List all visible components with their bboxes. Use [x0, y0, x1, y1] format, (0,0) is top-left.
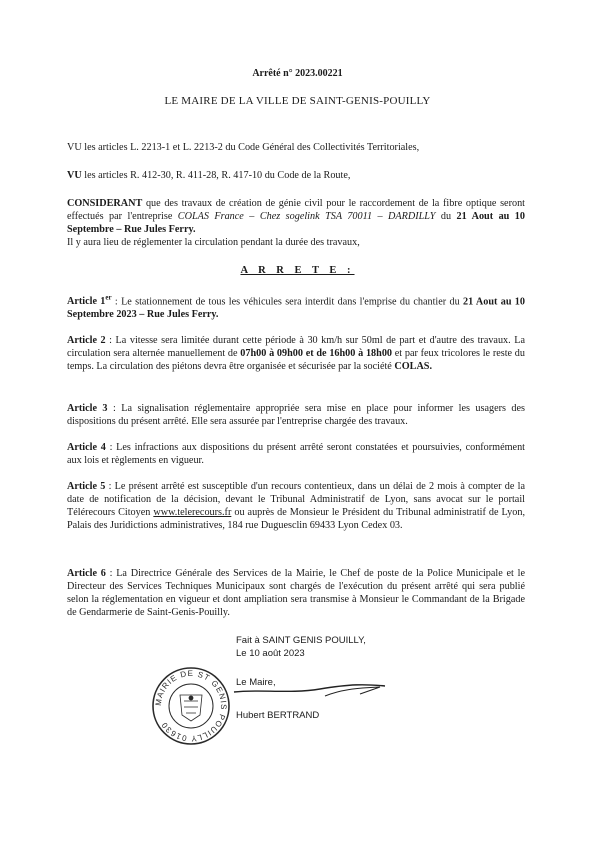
- authority-title: LE MAIRE DE LA VILLE DE SAINT-GENIS-POUILLY: [164, 95, 431, 107]
- article-3-text: : La signalisation réglementaire appropriée sera mise en place pour informer les usagers des dispositions du présent arrêté. Elle sera assurée par l'entreprise chargée des travaux.: [67, 403, 525, 427]
- signature-date: Le 10 août 2023: [236, 648, 305, 659]
- article-5-text2: ou auprès de Monsieur le Président du Tribunal administratif de Lyon, Palais des Juridictions administratives, 184 rue Duguesclin 69433 Lyon Cedex 03.: [67, 507, 526, 531]
- considerant-dates: 21 Aout au 10 Septembre – Rue Jules Ferry.: [67, 211, 525, 235]
- visa-2-lead: VU: [67, 170, 82, 181]
- considerant-line2: Il y aura lieu de réglementer la circulation pendant la durée des travaux,: [67, 237, 360, 248]
- visa-1: VU les articles L. 2213-1 et L. 2213-2 du Code Général des Collectivités Territoriales,: [67, 142, 420, 153]
- article-6-label: Article 6: [67, 568, 106, 579]
- article-2-label: Article 2: [67, 335, 106, 346]
- signature-name: Hubert BERTRAND: [236, 710, 320, 721]
- article-3: [67, 402, 525, 428]
- article-6-text: : La Directrice Générale des Services de la Mairie, le Chef de poste de la Police Municipale et le Directeur des Services Techniques Municipaux sont chargés de l'exécution du présent arrêté qui sera publié selon la réglementation en vigueur et dont ampliation sera transmise à Monsieur le Commandant de la Brigade de Gendarmerie de Saint-Genis-Pouilly.: [67, 568, 525, 618]
- article-4-label: Article 4: [67, 442, 106, 453]
- article-2-text1: : La vitesse sera limitée durant cette période à 30 km/h sur 50ml de part et d'autre des travaux. La circulation sera alternée manuellement de: [67, 335, 525, 359]
- article-1-dates: 21 Aout au 10 Septembre 2023 – Rue Jules Ferry.: [67, 296, 525, 321]
- considerant-text1: que des travaux de création de génie civil pour le raccordement de la fibre optique seront effectués par l'entreprise: [67, 198, 525, 222]
- considerant-text2: du: [435, 211, 457, 222]
- seal-text: MAIRIE DE ST GENIS POUILLY 01630: [153, 668, 229, 744]
- arrete-number: Arrêté n° 2023.00221: [252, 68, 343, 79]
- visa-2-text: les articles R. 412-30, R. 411-28, R. 417-10 du Code de la Route,: [81, 170, 351, 181]
- article-1: Article 1er : Le stationnement de tous les véhicules sera interdit dans l'emprise du chantier du 21 Aout au 10 Septembre 2023 – Rue Jules Ferry.: [67, 294, 525, 321]
- handwritten-signature: [230, 672, 390, 712]
- mairie-seal-stamp: [150, 665, 232, 747]
- article-4-text: : Les infractions aux dispositions du présent arrêté seront constatées et poursuivies, conformément aux lois et règlements en vigueur.: [67, 442, 525, 466]
- article-1-text: Le stationnement de tous les véhicules sera interdit dans l'emprise du chantier du: [121, 296, 463, 308]
- considerant-company: COLAS France – Chez sogelink TSA 70011 – DARDILLY: [177, 211, 436, 222]
- article-2-text2: et par feux tricolores le reste du temps. La circulation des piétons devra être organisée et sécurisée par la société: [67, 348, 525, 372]
- article-3-label: Article 3: [67, 403, 108, 414]
- signature-place: Fait à SAINT GENIS POUILLY,: [236, 635, 366, 646]
- considerant: [67, 197, 525, 249]
- article-4: [67, 441, 525, 467]
- article-6: [67, 567, 525, 619]
- svg-text:MAIRIE DE ST GENIS POUILLY 016: [154, 669, 228, 743]
- article-2-hours: 07h00 à 09h00 et de 16h00 à 18h00: [240, 348, 393, 359]
- considerant-lead: CONSIDERANT: [67, 198, 143, 209]
- article-2: [67, 334, 525, 373]
- article-5: [67, 480, 525, 532]
- visa-2: [67, 169, 525, 182]
- decision-heading: A R R E T E :: [240, 265, 355, 276]
- article-5-text1: : Le présent arrêté est susceptible d'un recours contentieux, dans un délai de 2 mois à compter de la date de notification de la décision, devant le Tribunal Administratif de Lyon, sans avocat sur le portail Télérecours Citoyen: [67, 481, 525, 518]
- article-5-label: Article 5: [67, 481, 106, 492]
- signature-role: Le Maire,: [236, 677, 276, 688]
- telerecours-link[interactable]: www.telerecours.fr: [153, 507, 232, 518]
- article-2-company: COLAS.: [394, 361, 433, 372]
- article-1-label: Article 1er: [67, 294, 112, 308]
